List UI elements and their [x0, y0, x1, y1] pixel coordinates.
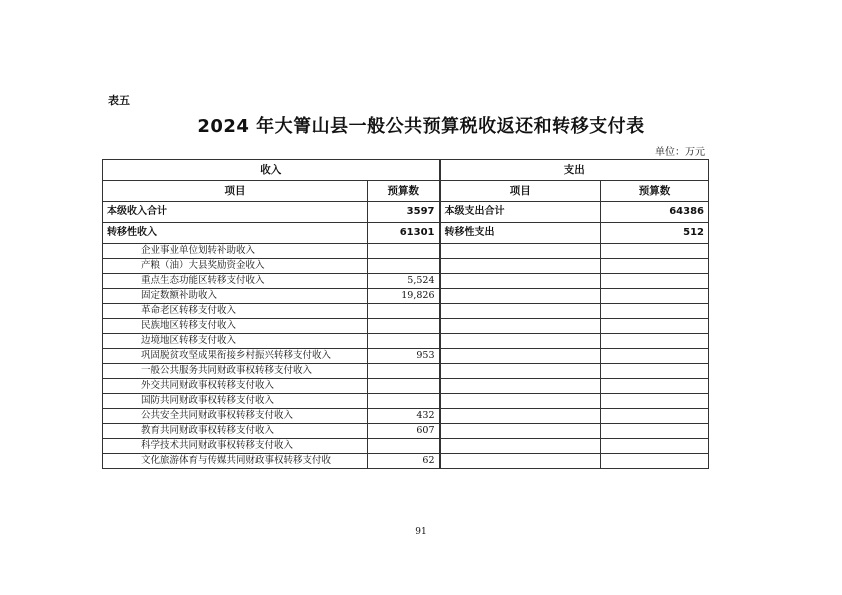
item-name: 国防共同财政事权转移支付收入 [103, 394, 368, 409]
header-row-sections [103, 160, 709, 181]
expenditure-item-empty [440, 424, 601, 439]
table-row [103, 349, 709, 364]
expenditure-item-empty [440, 334, 601, 349]
item-name: 革命老区转移支付收入 [103, 304, 368, 319]
expenditure-value-empty [601, 424, 709, 439]
expenditure-total-name: 本级支出合计 [440, 202, 601, 223]
item-value: 5,524 [368, 274, 440, 289]
income-header: 收入 [103, 160, 440, 181]
item-name: 公共安全共同财政事权转移支付收入 [103, 409, 368, 424]
table-row [103, 424, 709, 439]
expenditure-header: 支出 [440, 160, 709, 181]
expenditure-value-empty [601, 289, 709, 304]
expenditure-value-empty [601, 319, 709, 334]
expenditure-item-empty [440, 364, 601, 379]
income-item-header: 项目 [103, 181, 368, 202]
table-label: 表五 [108, 94, 130, 107]
item-value: 607 [368, 424, 440, 439]
table-row [103, 259, 709, 274]
item-value [368, 364, 440, 379]
expenditure-value-empty [601, 349, 709, 364]
table-row [103, 289, 709, 304]
expenditure-item-empty [440, 304, 601, 319]
item-name: 边境地区转移支付收入 [103, 334, 368, 349]
item-value: 953 [368, 349, 440, 364]
item-value [368, 439, 440, 454]
expenditure-value-empty [601, 364, 709, 379]
table-row [103, 319, 709, 334]
transfer-income-value: 61301 [368, 223, 440, 244]
expenditure-item-empty [440, 394, 601, 409]
expenditure-value-empty [601, 394, 709, 409]
page-number: 91 [415, 527, 427, 537]
item-name: 一般公共服务共同财政事权转移支付收入 [103, 364, 368, 379]
expenditure-item-empty [440, 439, 601, 454]
expenditure-item-empty [440, 409, 601, 424]
expenditure-value-empty [601, 304, 709, 319]
transfer-income-name: 转移性收入 [103, 223, 368, 244]
item-value: 19,826 [368, 289, 440, 304]
expenditure-item-header: 项目 [440, 181, 601, 202]
expenditure-total-value: 64386 [601, 202, 709, 223]
item-name: 外交共同财政事权转移支付收入 [103, 379, 368, 394]
item-name: 民族地区转移支付收入 [103, 319, 368, 334]
table-row [103, 439, 709, 454]
item-value [368, 304, 440, 319]
expenditure-value-empty [601, 454, 709, 469]
expenditure-value-empty [601, 244, 709, 259]
item-value: 432 [368, 409, 440, 424]
item-value [368, 379, 440, 394]
item-value [368, 319, 440, 334]
expenditure-value-empty [601, 379, 709, 394]
table-row [103, 454, 709, 469]
transfer-expenditure-name: 转移性支出 [440, 223, 601, 244]
item-value: 62 [368, 454, 440, 469]
table-row [103, 364, 709, 379]
total-row-transfer [103, 223, 709, 244]
expenditure-value-empty [601, 259, 709, 274]
page-title: 2024 年大箐山县一般公共预算税收返还和转移支付表 [197, 116, 645, 137]
table-row [103, 379, 709, 394]
table-row [103, 334, 709, 349]
header-row-columns [103, 181, 709, 202]
table-row [103, 304, 709, 319]
expenditure-value-empty [601, 274, 709, 289]
item-value [368, 244, 440, 259]
expenditure-item-empty [440, 244, 601, 259]
income-budget-header: 预算数 [368, 181, 440, 202]
expenditure-item-empty [440, 454, 601, 469]
item-name: 固定数额补助收入 [103, 289, 368, 304]
item-name: 文化旅游体育与传媒共同财政事权转移支付收 [103, 454, 368, 469]
expenditure-value-empty [601, 409, 709, 424]
budget-table [102, 159, 709, 469]
expenditure-item-empty [440, 274, 601, 289]
expenditure-item-empty [440, 259, 601, 274]
unit-label: 单位：万元 [655, 147, 705, 158]
expenditure-item-empty [440, 379, 601, 394]
expenditure-value-empty [601, 334, 709, 349]
expenditure-item-empty [440, 349, 601, 364]
table-row [103, 274, 709, 289]
item-name: 企业事业单位划转补助收入 [103, 244, 368, 259]
item-name: 教育共同财政事权转移支付收入 [103, 424, 368, 439]
expenditure-item-empty [440, 289, 601, 304]
item-name: 产粮（油）大县奖励资金收入 [103, 259, 368, 274]
item-name: 巩固脱贫攻坚成果衔接乡村振兴转移支付收入 [103, 349, 368, 364]
expenditure-value-empty [601, 439, 709, 454]
item-value [368, 259, 440, 274]
income-total-name: 本级收入合计 [103, 202, 368, 223]
income-total-value: 3597 [368, 202, 440, 223]
item-value [368, 334, 440, 349]
transfer-expenditure-value: 512 [601, 223, 709, 244]
item-value [368, 394, 440, 409]
expenditure-item-empty [440, 319, 601, 334]
item-name: 重点生态功能区转移支付收入 [103, 274, 368, 289]
table-row [103, 409, 709, 424]
total-row-local [103, 202, 709, 223]
item-name: 科学技术共同财政事权转移支付收入 [103, 439, 368, 454]
table-row [103, 394, 709, 409]
table-row [103, 244, 709, 259]
expenditure-budget-header: 预算数 [601, 181, 709, 202]
